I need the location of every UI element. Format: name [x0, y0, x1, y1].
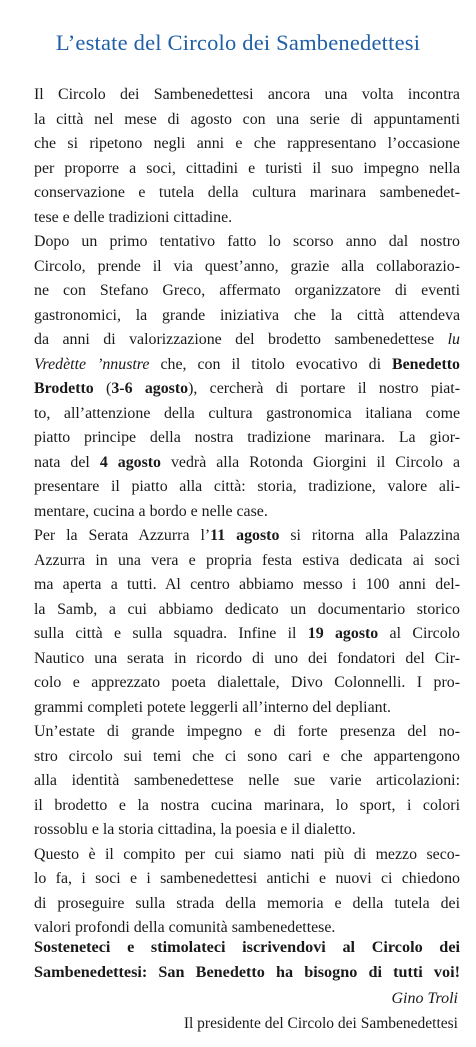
- text-line: [34, 451, 460, 476]
- text-fragment: Il Circolo dei Sambenedettesi ancora una volta incontra: [34, 86, 460, 103]
- text-fragment: gastronomici, la grande iniziativa che la città attendeva: [34, 306, 460, 324]
- text-fragment: Nautico una serata in ricordo di uno dei fondatori del Cir-: [34, 649, 460, 667]
- text-fragment: grammi completi potete leggerli all’interno del depliant.: [34, 698, 391, 716]
- text-line: [34, 157, 460, 182]
- text-fragment: 3-6 agosto: [111, 380, 189, 397]
- text-fragment: 19 agosto: [307, 625, 379, 642]
- signature-name: Gino Troli: [391, 990, 458, 1007]
- text-fragment: di proseguire sulla strada della memoria e della tutela dei: [34, 894, 460, 912]
- text-fragment: si ritorna alla Palazzina: [279, 527, 460, 544]
- text-line: [34, 132, 460, 157]
- text-fragment: 11 agosto: [210, 527, 280, 544]
- text-fragment: Brodetto: [34, 380, 94, 397]
- text-fragment: Benedetto: [392, 355, 460, 373]
- text-fragment: 4 agosto: [99, 453, 162, 471]
- paragraph: [34, 843, 460, 941]
- text-fragment: tese e delle tradizioni cittadine.: [34, 208, 233, 226]
- text-line: [34, 843, 460, 868]
- text-line: [34, 500, 460, 525]
- text-fragment: la città nel mese di agosto con una serie di appuntamenti: [34, 110, 460, 128]
- text-line: [34, 720, 460, 745]
- text-line: [34, 524, 460, 549]
- text-fragment: che, con il titolo evocativo di: [149, 355, 393, 373]
- text-line: [34, 573, 460, 598]
- paragraph: [34, 720, 460, 843]
- text-line: [34, 181, 460, 206]
- text-line: [34, 794, 460, 819]
- text-fragment: mentare, cucina a bordo e nelle case.: [34, 502, 268, 520]
- text-fragment: al Circolo: [378, 625, 460, 642]
- text-fragment: Questo è il compito per cui siamo nati più di mezzo seco-: [34, 845, 460, 863]
- paragraph: [34, 83, 460, 230]
- article-body: [34, 83, 460, 941]
- text-fragment: Dopo un primo tentativo fatto lo scorso anno dal nostro: [34, 233, 460, 250]
- text-line: [34, 622, 460, 647]
- text-line: [34, 549, 460, 574]
- text-fragment: (: [93, 380, 112, 397]
- text-fragment: la Samb, a cui abbiamo dedicato un documentario storico: [34, 600, 460, 618]
- text-fragment: lu: [447, 331, 460, 348]
- text-line: [34, 377, 460, 402]
- text-line: [34, 818, 460, 843]
- text-fragment: sulla città e sulla squadra. Infine il: [34, 625, 308, 642]
- text-fragment: stro circolo sui temi che ci sono cari e che appartengono: [34, 747, 460, 765]
- text-fragment: che si ripetono negli anni e che rappresentano l’occasione: [34, 135, 460, 152]
- paragraph: [34, 230, 460, 524]
- paragraph: [34, 524, 460, 720]
- text-fragment: per proporre a soci, cittadini e turisti il suo impegno nella: [34, 159, 460, 177]
- text-line: [34, 647, 460, 672]
- text-fragment: ), cercherà di portare il nostro piat-: [188, 380, 460, 397]
- text-fragment: lo fa, i soci e i sambenedettesi antichi e nuovi ci chiedono: [34, 870, 460, 887]
- text-fragment: Azzurra in una vera e propria festa estiva dedicata ai soci: [34, 551, 460, 569]
- text-fragment: to, all’attenzione della cultura gastronomica italiana come: [34, 404, 460, 422]
- closing-line: Sambenedettesi: San Benedetto ha bisogno di tutti voi!: [34, 962, 460, 981]
- text-line: [34, 108, 460, 133]
- text-fragment: rossoblu e la storia cittadina, la poesia e il dialetto.: [34, 821, 356, 838]
- text-line: [34, 230, 460, 255]
- text-line: [34, 255, 460, 280]
- text-line: [34, 769, 460, 794]
- text-line: [34, 206, 460, 231]
- text-fragment: valori profondi della comunità sambenedettese.: [34, 919, 336, 936]
- text-line: [34, 696, 460, 721]
- text-fragment: nata del: [34, 453, 100, 471]
- text-line: [34, 83, 460, 108]
- text-fragment: il brodetto e la nostra cucina marinara, lo sport, i colori: [34, 796, 460, 814]
- signature-role: Il presidente del Circolo dei Sambenedettesi: [183, 1015, 458, 1032]
- text-fragment: Circolo, prende il via quest’anno, grazie alla collaborazio-: [34, 257, 460, 275]
- text-line: [34, 892, 460, 917]
- text-line: [34, 402, 460, 427]
- text-line: [34, 745, 460, 770]
- text-fragment: Vredètte ’nnustre: [34, 355, 150, 373]
- closing-line: Sosteneteci e stimolateci iscrivendovi al Circolo dei: [34, 938, 460, 956]
- text-line: [34, 598, 460, 623]
- closing-appeal: [34, 935, 460, 984]
- text-fragment: vedrà alla Rotonda Giorgini il Circolo a: [161, 453, 460, 471]
- text-fragment: alla identità sambenedettese nelle sue varie articolazioni:: [34, 772, 460, 789]
- text-line: [34, 279, 460, 304]
- text-fragment: da anni di valorizzazione del brodetto sambenedettese: [34, 331, 448, 348]
- text-line: [34, 475, 460, 500]
- text-line: [34, 671, 460, 696]
- text-fragment: conservazione e tutela della cultura marinara sambenedet-: [34, 184, 460, 201]
- text-fragment: ma aperta a tutti. Al centro abbiamo messo i 100 anni del-: [34, 576, 460, 593]
- text-fragment: ne con Stefano Greco, affermato organizzatore di eventi: [34, 282, 460, 299]
- text-line: [34, 353, 460, 378]
- text-fragment: Un’estate di grande impegno e di forte presenza del no-: [34, 723, 460, 740]
- text-fragment: colo e apprezzato poeta dialettale, Divo Colonnelli. I pro-: [34, 674, 460, 691]
- text-fragment: presentare il piatto alla città: storia, tradizione, valore ali-: [34, 478, 460, 495]
- page-title: L’estate del Circolo dei Sambenedettesi: [55, 30, 421, 55]
- text-line: [34, 867, 460, 892]
- text-line: [34, 328, 460, 353]
- text-fragment: piatto principe della nostra tradizione marinara. La gior-: [34, 429, 460, 446]
- text-line: [34, 426, 460, 451]
- text-fragment: Per la Serata Azzurra l’: [34, 527, 211, 544]
- text-line: [34, 304, 460, 329]
